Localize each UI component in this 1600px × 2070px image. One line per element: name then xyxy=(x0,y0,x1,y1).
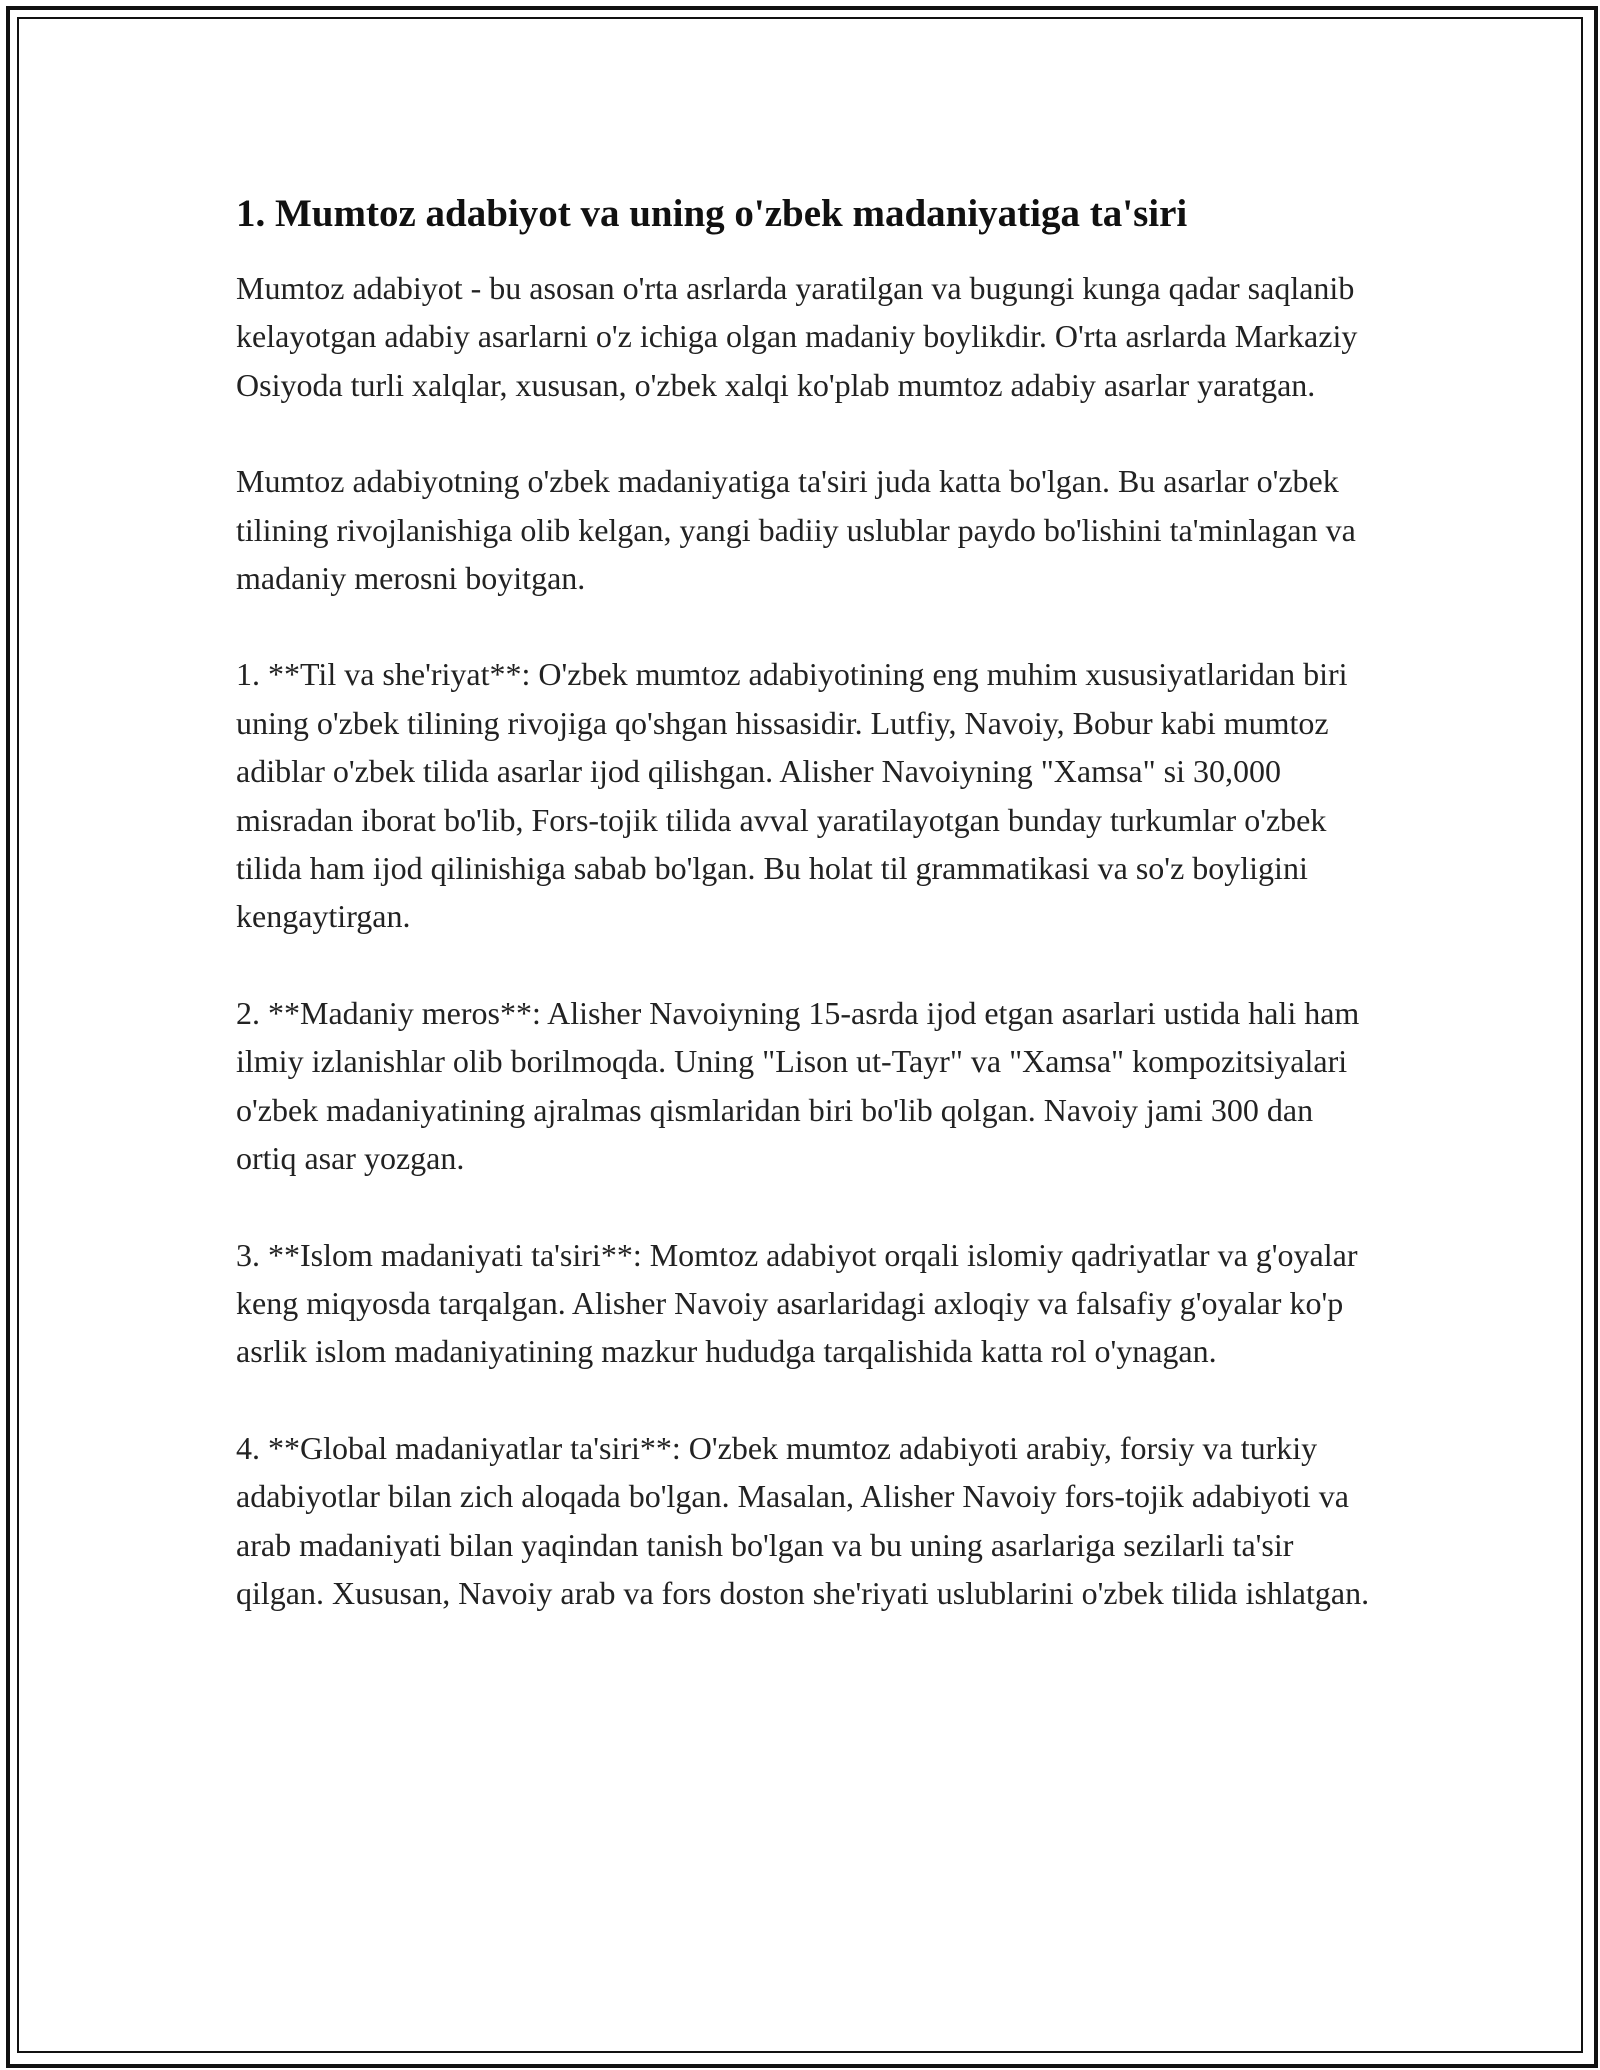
paragraph-global-cultures: 4. **Global madaniyatlar ta'siri**: O'zbek mumtoz adabiyoti arabiy, forsiy va turkiy adabiyotlar bilan zich aloqada bo'lgan. Masalan, Alisher Navoiy fors-tojik adabiyoti va arab madaniyati bilan yaqindan tanish bo'lgan va bu uning asarlariga sezilarli ta'sir qilgan. Xususan, Navoiy arab va fors doston she'riyati uslublarini o'zbek tilida ishlatgan. xyxy=(236,1429,1370,1611)
paragraph-influence: Mumtoz adabiyotning o'zbek madaniyatiga ta'siri juda katta bo'lgan. Bu asarlar o'zbek tilining rivojlanishiga olib kelgan, yangi badiiy uslublar paydo bo'lishini ta'minlagan va madaniy merosni boyitgan. xyxy=(236,463,1356,597)
document-body xyxy=(236,186,1376,1665)
paragraph-cultural-heritage: 2. **Madaniy meros**: Alisher Navoiyning 15-asrda ijod etgan asarlari ustida hali ham ilmiy izlanishlar olib borilmoqda. Uning "Lison ut-Tayr" va "Xamsa" kompozitsiyalari o'zbek madaniyatining ajralmas qismlaridan biri bo'lib qolgan. Navoiy jami 300 dan ortiq asar yozgan. xyxy=(236,994,1360,1177)
paragraph-intro: Mumtoz adabiyot - bu asosan o'rta asrlarda yaratilgan va bugungi kunga qadar saqlanib kelayotgan adabiy asarlarni o'z ichiga olgan madaniy boylikdir. O'rta asrlarda Markaziy Osiyoda turli xalqlar, xususan, o'zbek xalqi ko'plab mumtoz adabiy asarlar yaratgan. xyxy=(236,270,1358,403)
paragraph-islamic-culture: 3. **Islom madaniyati ta'siri**: Momtoz adabiyot orqali islomiy qadriyatlar va g'oyalar keng miqyosda tarqalgan. Alisher Navoiy asarlaridagi axloqiy va falsafiy g'oyalar ko'p asrlik islom madaniyatining mazkur hududga tarqalishida katta rol o'ynagan. xyxy=(236,1236,1358,1370)
paragraph-language-poetry: 1. **Til va she'riyat**: O'zbek mumtoz adabiyotining eng muhim xususiyatlaridan biri uning o'zbek tilining rivojiga qo'shgan hissasidir. Lutfiy, Navoiy, Bobur kabi mumtoz adiblar o'zbek tilida asarlar ijod qilishgan. Alisher Navoiyning "Xamsa" si 30,000 misradan iborat bo'lib, Fors-tojik tilida avval yaratilayotgan bunday turkumlar o'zbek tilida ham ijod qilinishiga sabab bo'lgan. Bu holat til grammatikasi va so'z boyligini kengaytirgan. xyxy=(236,656,1348,935)
document-title: 1. Mumtoz adabiyot va uning o'zbek madaniyatiga ta'siri xyxy=(236,192,1188,235)
